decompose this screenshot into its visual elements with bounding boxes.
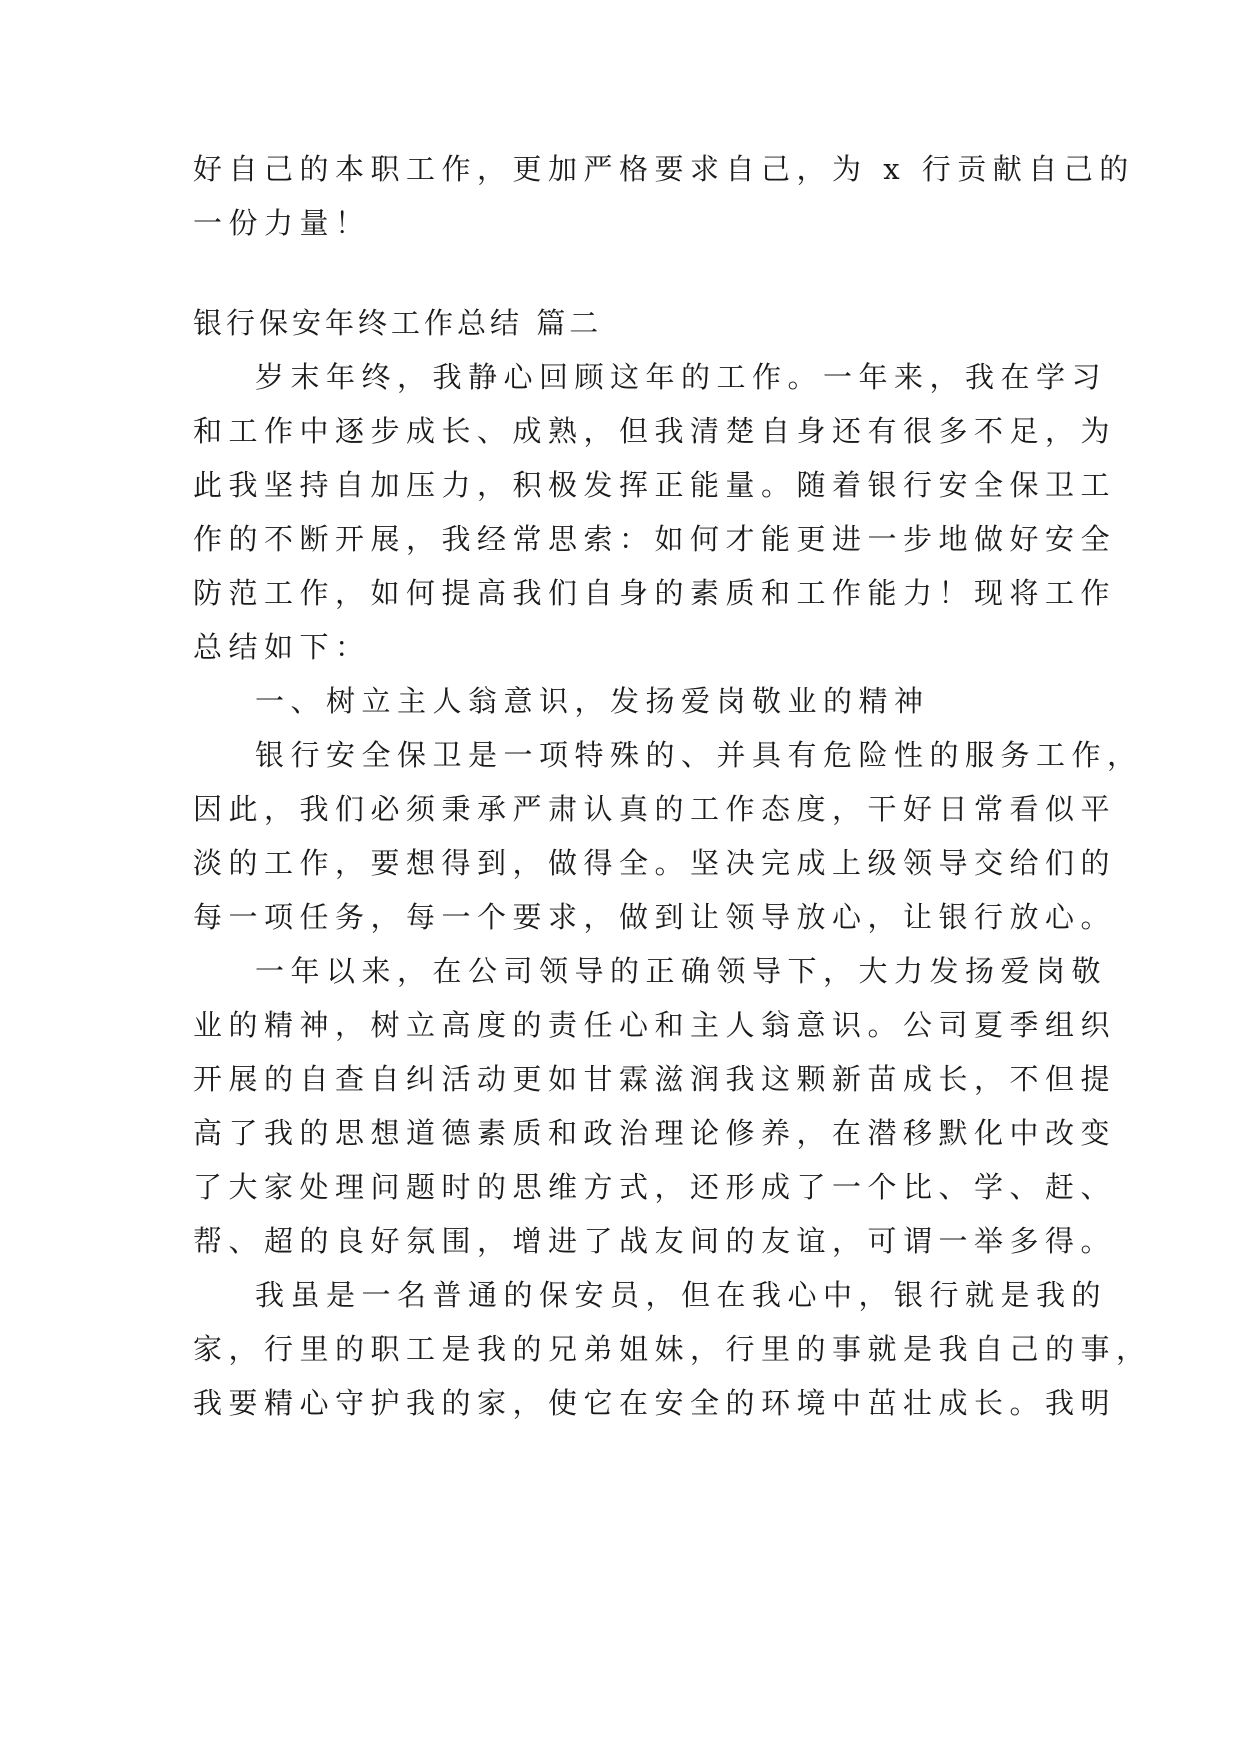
text-line: 帮、超的良好氛围，增进了战友间的友谊，可谓一举多得。 bbox=[193, 1224, 1117, 1258]
text-line: 防范工作，如何提高我们自身的素质和工作能力！现将工作 bbox=[193, 576, 1117, 610]
text-line: 岁末年终，我静心回顾这年的工作。一年来，我在学习 bbox=[255, 360, 1108, 394]
text-line: 一份力量！ bbox=[193, 206, 371, 240]
text-line: 业的精神，树立高度的责任心和主人翁意识。公司夏季组织 bbox=[193, 1008, 1117, 1042]
section-title: 银行保安年终工作总结 篇二 bbox=[193, 306, 603, 340]
text-line: 一年以来，在公司领导的正确领导下，大力发扬爱岗敬 bbox=[255, 954, 1108, 988]
text-line: 和工作中逐步成长、成熟，但我清楚自身还有很多不足，为 bbox=[193, 414, 1117, 448]
text-line: 因此，我们必须秉承严肃认真的工作态度，干好日常看似平 bbox=[193, 792, 1117, 826]
text-line: 淡的工作，要想得到，做得全。坚决完成上级领导交给们的 bbox=[193, 846, 1117, 880]
text-line: 此我坚持自加压力，积极发挥正能量。随着银行安全保卫工 bbox=[193, 468, 1117, 502]
text-line: 总结如下： bbox=[193, 630, 371, 664]
text-line: 家，行里的职工是我的兄弟姐妹，行里的事就是我自己的事， bbox=[193, 1332, 1152, 1366]
subheading: 一、树立主人翁意识，发扬爱岗敬业的精神 bbox=[255, 684, 930, 718]
text-line: 每一项任务，每一个要求，做到让领导放心，让银行放心。 bbox=[193, 900, 1117, 934]
text-line: 银行安全保卫是一项特殊的、并具有危险性的服务工作， bbox=[255, 738, 1143, 772]
text-line: 我要精心守护我的家，使它在安全的环境中茁壮成长。我明 bbox=[193, 1386, 1117, 1420]
text-line: 好自己的本职工作，更加严格要求自己，为 x 行贡献自己的 bbox=[193, 152, 1135, 186]
text-line: 开展的自查自纠活动更如甘霖滋润我这颗新苗成长，不但提 bbox=[193, 1062, 1117, 1096]
text-line: 了大家处理问题时的思维方式，还形成了一个比、学、赶、 bbox=[193, 1170, 1117, 1204]
text-line: 我虽是一名普通的保安员，但在我心中，银行就是我的 bbox=[255, 1278, 1108, 1312]
text-line: 作的不断开展，我经常思索：如何才能更进一步地做好安全 bbox=[193, 522, 1117, 556]
text-line: 高了我的思想道德素质和政治理论修养，在潜移默化中改变 bbox=[193, 1116, 1117, 1150]
